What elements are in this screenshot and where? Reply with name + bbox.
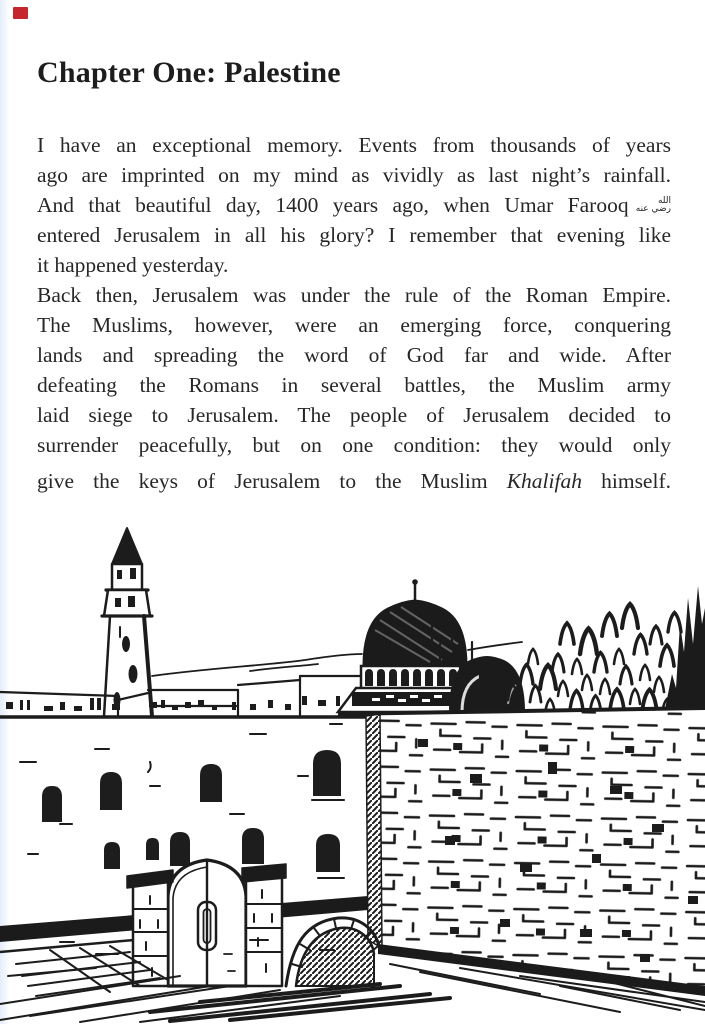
jerusalem-illustration [0,524,705,1024]
text-line: surrender peacefully, but on one condition: they would only [37,433,671,457]
text-line: defeating the Romans in several battles, the Muslim army [37,373,671,397]
western-wall [338,708,705,996]
text-line-segment: give the keys of Jerusalem to the Muslim [37,469,507,493]
body-text [37,130,671,496]
text-line: lands and spreading the word of God far and wide. After [37,343,671,367]
text-line-segment: And that beautiful day, 1400 years ago, when Umar Farooq [37,193,629,217]
text-line: I have an exceptional memory. Events from thousands of years [37,133,671,157]
city-skyline [0,676,368,717]
text-line: entered Jerusalem in all his glory? I remember that evening like [37,223,671,247]
stone-bridge-arch [286,918,380,986]
text-line: laid siege to Jerusalem. The people of Jerusalem decided to [37,403,671,427]
radiallahu-anhu-calligraphy-icon: الله رضي عنه [635,196,672,215]
text-line [37,190,671,220]
cypress-trees [508,586,705,714]
text-line: The Muslims, however, were an emerging force, conquering [37,313,671,337]
red-corner-mark [13,7,28,19]
text-line-segment: himself. [581,469,671,493]
text-line: ago are imprinted on my mind as vividly as last night’s rainfall. [37,163,671,187]
text-line: Back then, Jerusalem was under the rule of the Roman Empire. [37,283,671,307]
khalifah-italic: Khalifah [506,469,582,493]
text-line [37,466,671,496]
arched-gate [127,860,286,986]
chapter-title: Chapter One: Palestine [37,56,341,89]
minaret-tower [102,528,152,716]
text-line: it happened yesterday. [37,253,229,277]
